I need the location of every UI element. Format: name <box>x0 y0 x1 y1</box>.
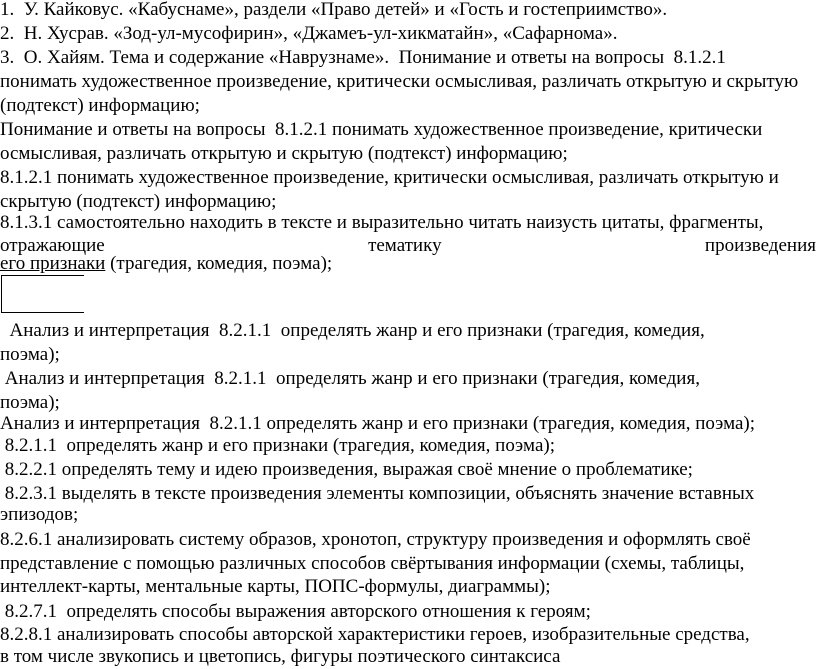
underlined-text: его признаки <box>0 253 106 274</box>
text-line: понимать художественное произведение, критически осмысливая, различать открытую и скрытую <box>0 71 799 92</box>
text-line: 8.2.3.1 выделять в тексте произведения элементы композиции, объяснять значение вставных <box>0 483 755 504</box>
word: произведения <box>704 235 816 256</box>
text-line: интеллект-карты, ментальные карты, ПОПС-формулы, диаграммы); <box>0 576 551 597</box>
text-line: 3. О. Хайям. Тема и содержание «Наврузнаме». Понимание и ответы на вопросы 8.1.2.1 <box>0 47 726 68</box>
text-line: Анализ и интерпретация 8.2.1.1 определять жанр и его признаки (трагедия, комедия, поэма); <box>0 413 756 434</box>
text-line <box>0 252 816 276</box>
text-line: 8.1.2.1 понимать художественное произведение, критически осмысливая, различать открытую и <box>0 167 779 188</box>
text-line: поэма); <box>0 392 60 413</box>
text-line: в том числе звукопись и цветопись, фигуры поэтического синтаксиса <box>0 646 561 667</box>
empty-table-cell <box>1 275 84 313</box>
text-line: (подтекст) информацию; <box>0 95 200 116</box>
text-line: 8.2.6.1 анализировать систему образов, хронотоп, структуру произведения и оформлять своё <box>0 529 751 550</box>
text-line: Понимание и ответы на вопросы 8.1.2.1 понимать художественное произведение, критически <box>0 119 763 140</box>
text-line: 8.1.3.1 самостоятельно находить в тексте и выразительно читать наизусть цитаты, фрагменты, <box>0 212 764 233</box>
text-line: скрытую (подтекст) информацию; <box>0 191 277 212</box>
word: отражающие <box>0 235 105 256</box>
text-line: 8.2.7.1 определять способы выражения авторского отношения к героям; <box>0 601 591 622</box>
text-line: 8.2.8.1 анализировать способы авторской характеристики героев, изобразительные средства, <box>0 624 750 645</box>
word: тематику <box>368 235 442 256</box>
text-line: представление с помощью различных способов свёртывания информации (схемы, таблицы, <box>0 553 745 574</box>
text-line: Анализ и интерпретация 8.2.1.1 определять жанр и его признаки (трагедия, комедия, <box>0 320 705 341</box>
text-line: 1. У. Кайковус. «Кабуснаме», раздели «Право детей» и «Гость и гостеприимство». <box>0 0 668 20</box>
text-line: Анализ и интерпретация 8.2.1.1 определять жанр и его признаки (трагедия, комедия, <box>0 368 700 389</box>
text-span: (трагедия, комедия, поэма); <box>105 253 333 274</box>
text-line: поэма); <box>0 344 60 365</box>
text-line: 8.2.1.1 определять жанр и его признаки (трагедия, комедия, поэма); <box>0 435 555 456</box>
text-line: осмысливая, различать открытую и скрытую (подтекст) информацию; <box>0 143 568 164</box>
text-line: 8.2.2.1 определять тему и идею произведения, выражая своё мнение о проблематике; <box>0 459 693 480</box>
text-line: эпизодов; <box>0 504 79 525</box>
text-line: 2. Н. Хусрав. «Зод-ул-мусофирин», «Джамеъ-ул-хикматайн», «Сафарнома». <box>0 23 618 44</box>
